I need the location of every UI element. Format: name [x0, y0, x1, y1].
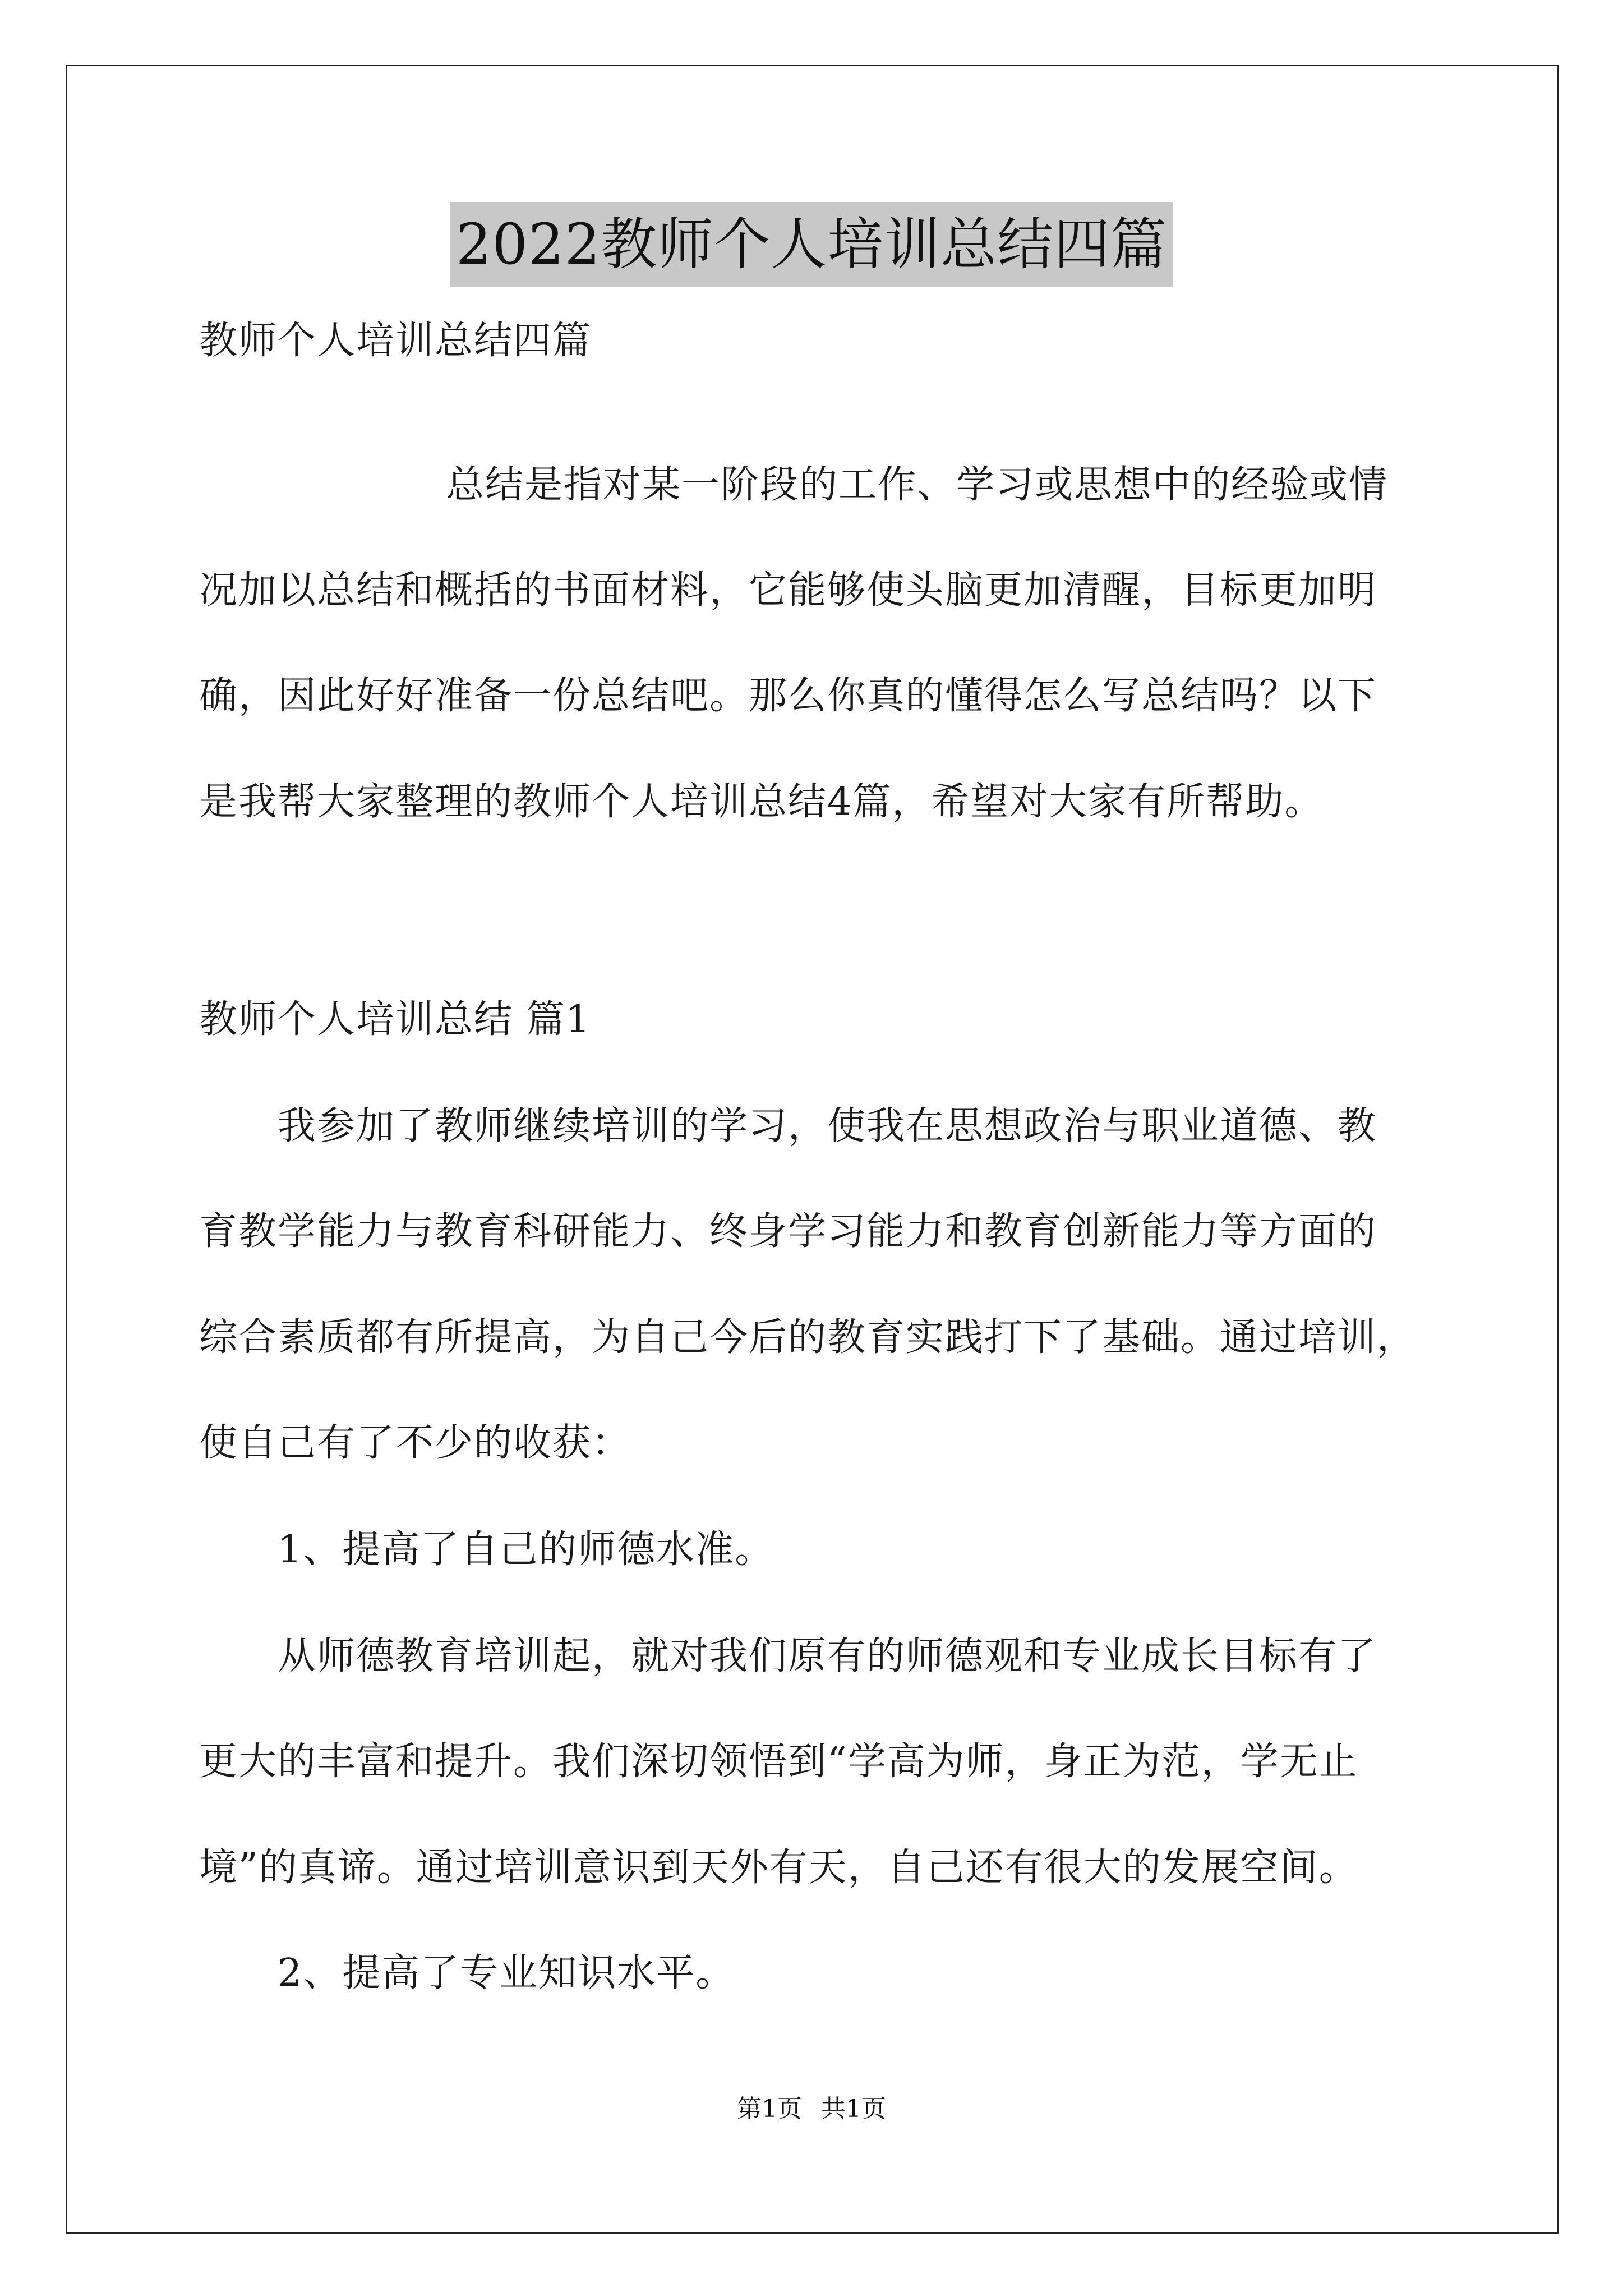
paragraph-line: 我参加了教师继续培训的学习，使我在思想政治与职业道德、教	[278, 1104, 1377, 1148]
paragraph-line: 更大的丰富和提升。我们深切领悟到“学高为师，身正为范，学无止	[199, 1740, 1358, 1784]
page-total: 共1页	[821, 2095, 886, 2123]
title-container	[0, 202, 1623, 287]
paragraph-line: 是我帮大家整理的教师个人培训总结4篇，希望对大家有所帮助。	[199, 780, 1324, 824]
paragraph-line: 从师德教育培训起，就对我们原有的师德观和专业成长目标有了	[278, 1634, 1377, 1678]
paragraph-line: 育教学能力与教育科研能力、终身学习能力和教育创新能力等方面的	[199, 1209, 1377, 1254]
page-footer	[0, 2092, 1623, 2126]
document-title: 2022教师个人培训总结四篇	[450, 202, 1173, 287]
paragraph-line: 综合素质都有所提高，为自己今后的教育实践打下了基础。通过培训，	[199, 1315, 1417, 1360]
list-item: 1、提高了自己的师德水准。	[278, 1527, 774, 1572]
page-number: 第1页	[737, 2095, 802, 2123]
subtitle-line: 教师个人培训总结四篇	[199, 319, 592, 363]
paragraph-line: 确，因此好好准备一份总结吧。那么你真的懂得怎么写总结吗？以下	[199, 674, 1377, 718]
list-item: 2、提高了专业知识水平。	[278, 1951, 735, 1995]
paragraph-line: 况加以总结和概括的书面材料，它能够使头脑更加清醒，目标更加明	[199, 568, 1377, 613]
paragraph-line: 总结是指对某一阶段的工作、学习或思想中的经验或情	[446, 463, 1389, 507]
paragraph-line: 使自己有了不少的收获：	[199, 1421, 631, 1465]
section-heading: 教师个人培训总结 篇1	[199, 997, 591, 1042]
paragraph-line: 境”的真谛。通过培训意识到天外有天，自己还有很大的发展空间。	[199, 1846, 1358, 1890]
